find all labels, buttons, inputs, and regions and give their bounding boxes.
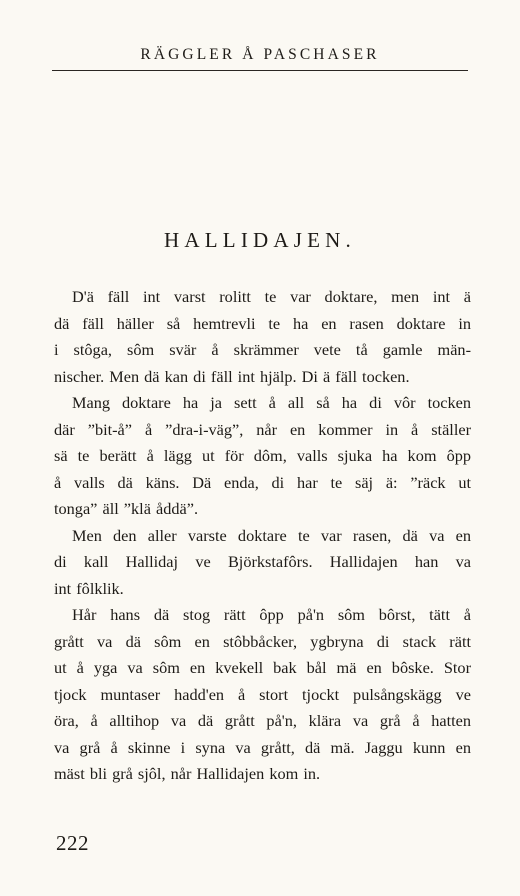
text-line: grått va dä sôm en stôbbåcker, ygbryna di stack rätt [54, 631, 471, 651]
text-line: där ”bit-å” å ”dra-i-väg”, når en kommer in å ställer [54, 419, 471, 439]
text-line: i stôga, sôm svär å skrämmer vete tå gamle män- [54, 340, 471, 359]
page-number: 222 [56, 831, 89, 855]
text-line: sä te berätt å lägg ut för dôm, valls sjuka ha kom ôpp [54, 446, 471, 465]
text-line: öra, å alltihop va dä grått på'n, klära va grå å hatten [54, 711, 471, 730]
text-line: å valls dä käns. Dä enda, di har te säj ä: ”räck ut [54, 472, 471, 492]
chapter-title: HALLIDAJEN. [164, 228, 356, 252]
text-line: Mang doktare ha ja sett å all så ha di vôr tocken [72, 393, 471, 412]
text-line: dä fäll häller så hemtrevli te ha en rasen doktare in [54, 313, 471, 333]
body-text [54, 284, 471, 788]
text-line: int fôlklik. [54, 578, 124, 598]
text-line: tjock muntaser hadd'en å stort tjockt pulsångskägg ve [54, 684, 471, 704]
header-rule [52, 70, 468, 71]
text-line: va grå å skinne i syna va grått, dä mä. Jaggu kunn en [54, 737, 471, 757]
text-line: mäst bli grå sjôl, når Hallidajen kom in. [54, 764, 321, 783]
text-line: ut å yga va sôm en kvekell bak bål mä en bôske. Stor [54, 658, 471, 677]
text-line: di kall Hallidaj ve Björkstafôrs. Hallidajen han va [54, 552, 471, 571]
text-line: Hår hans dä stog rätt ôpp på'n sôm bôrst, tätt å [72, 605, 471, 624]
text-line: Men den aller varste doktare te var rasen, dä va en [72, 525, 471, 545]
running-header: RÄGGLER Å PASCHASER [140, 46, 380, 63]
text-line: tonga” äll ”klä åddä”. [54, 499, 199, 518]
text-line: nischer. Men dä kan di fäll int hjälp. Di ä fäll tocken. [54, 366, 410, 386]
text-line: D'ä fäll int varst rolitt te var doktare, men int ä [72, 287, 471, 306]
